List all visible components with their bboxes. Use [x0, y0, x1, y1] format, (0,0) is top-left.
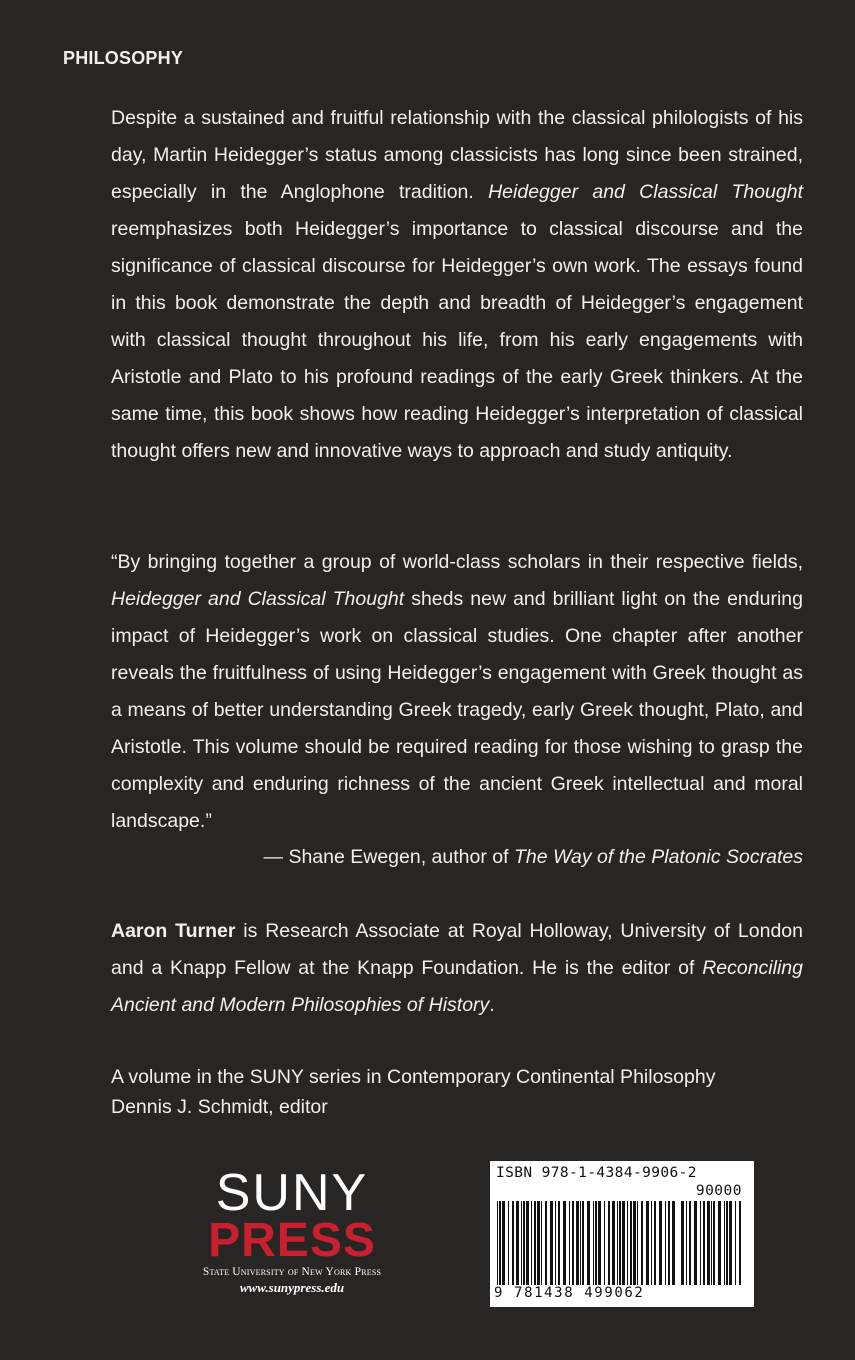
barcode-bar [641, 1201, 643, 1285]
attribution-prefix: — Shane Ewegen, author of [263, 846, 514, 868]
barcode-bar [668, 1201, 670, 1285]
attribution-book-title: The Way of the Platonic Socrates [513, 846, 803, 868]
barcode-bar [707, 1201, 710, 1285]
barcode-addon-bars-icon [680, 1201, 744, 1285]
author-name: Aaron Turner [111, 920, 236, 942]
series-note [111, 1062, 715, 1122]
endorsement-attribution [264, 839, 803, 876]
barcode-bar [665, 1201, 666, 1285]
barcode-bar [502, 1201, 505, 1285]
isbn-label: ISBN 978-1-4384-9906-2 [496, 1165, 697, 1181]
barcode-bar [630, 1201, 632, 1285]
author-bio-text: is Research Associate at Royal Holloway, University of London and a Knapp Fellow at the Knapp Foundation. He is the editor of [111, 920, 803, 979]
barcode-bar [604, 1201, 605, 1285]
description-book-title: Heidegger and Classical Thought [488, 181, 803, 203]
barcode-bar [521, 1201, 522, 1285]
barcode-digits: 9 781438 499062 [494, 1285, 645, 1301]
barcode-bar [711, 1201, 712, 1285]
barcode-bar [512, 1201, 514, 1285]
publisher-logo [176, 1164, 408, 1296]
barcode-bar [593, 1201, 594, 1285]
author-bio-end: . [489, 994, 495, 1016]
logo-suny: SUNY [215, 1164, 369, 1222]
barcode-bar [516, 1201, 519, 1285]
barcode-bar [694, 1201, 697, 1285]
barcode-bar [523, 1201, 525, 1285]
barcode-bar [537, 1201, 540, 1285]
barcode-bar [545, 1201, 547, 1285]
endorsement-text-2: sheds new and brilliant light on the enduring impact of Heidegger’s work on classical studies. One chapter after another reveals the fruitfulness of using Heidegger’s engagement with Greek thought as a means of better understanding Greek tragedy, early Greek thought, Plato, and Aristotle. This volume should be required reading for those wishing to grasp the complexity and enduring richness of the ancient Greek intellectual and moral landscape.” [111, 588, 803, 832]
barcode-bar [555, 1201, 556, 1285]
barcode-bar [681, 1201, 684, 1285]
barcode-bar [633, 1201, 636, 1285]
barcode-bar [646, 1201, 649, 1285]
barcode-bar [726, 1201, 728, 1285]
barcode-bar [718, 1201, 721, 1285]
barcode-bar [659, 1201, 662, 1285]
barcode-bar [598, 1201, 601, 1285]
barcode-bar [563, 1201, 566, 1285]
barcode-bar [686, 1201, 687, 1285]
barcode-bar [541, 1201, 542, 1285]
barcode-bar [724, 1201, 725, 1285]
series-editor: Dennis J. Schmidt, editor [111, 1096, 328, 1118]
barcode-bar [637, 1201, 638, 1285]
price-code: 90000 [695, 1183, 742, 1199]
barcode-bar [534, 1201, 536, 1285]
barcode-bar [729, 1201, 732, 1285]
series-line: A volume in the SUNY series in Contemporary Continental Philosophy [111, 1066, 716, 1088]
barcode-bar [654, 1201, 656, 1285]
logo-press: PRESS [208, 1214, 376, 1267]
barcode-bars-icon [496, 1201, 676, 1285]
endorsement-book-title: Heidegger and Classical Thought [111, 588, 405, 610]
barcode-bar [612, 1201, 615, 1285]
barcode-bar [508, 1201, 509, 1285]
endorsement-text-1: “By bringing together a group of world-class scholars in their respective fields, [111, 551, 803, 573]
author-bio [111, 913, 803, 1024]
barcode-bar [497, 1201, 498, 1285]
description-text-2: reemphasizes both Heidegger’s importance to classical discourse and the significance of classical discourse for Heidegger’s own work. The essays found in this book demonstrate the depth and breadth of Heidegger’s engagement with classical thought throughout his life, from his early engagements with Aristotle and Plato to his profound readings of the early Greek thinkers. At the same time, this book shows how reading Heidegger’s interpretation of classical thought offers new and innovative ways to approach and study antiquity. [111, 218, 803, 462]
barcode-bar [595, 1201, 597, 1285]
publisher-full-name: State University of New York Press [202, 1266, 382, 1278]
barcode-bar [580, 1201, 581, 1285]
barcode-bar [651, 1201, 652, 1285]
barcode-bar [700, 1201, 701, 1285]
author-book-title: Reconciling Ancient and Modern Philosophies of History [111, 957, 803, 1016]
barcode-bar [617, 1201, 618, 1285]
barcode-bar [627, 1201, 628, 1285]
barcode-bar [550, 1201, 553, 1285]
description-text-1: Despite a sustained and fruitful relationship with the classical philologists of his day, Martin Heidegger’s status among classicists has long since been strained, especially in the Anglophone tradition. [111, 107, 803, 203]
barcode-bar [558, 1201, 560, 1285]
barcode-bar [576, 1201, 579, 1285]
barcode-bar [739, 1201, 741, 1285]
barcode-bar [531, 1201, 532, 1285]
barcode-bar [587, 1201, 590, 1285]
barcode-bar [735, 1201, 736, 1285]
barcode-bar [526, 1201, 529, 1285]
barcode-bar [572, 1201, 574, 1285]
barcode-bar [672, 1201, 675, 1285]
isbn-barcode [490, 1161, 754, 1307]
publisher-url: www.sunypress.edu [239, 1280, 345, 1295]
book-description [111, 100, 803, 470]
barcode-bar [569, 1201, 570, 1285]
barcode-bar [582, 1201, 584, 1285]
barcode-bar [499, 1201, 501, 1285]
barcode-bar [703, 1201, 705, 1285]
barcode-bar [622, 1201, 625, 1285]
endorsement-quote [111, 544, 803, 840]
barcode-bar [689, 1201, 691, 1285]
barcode-bar [608, 1201, 610, 1285]
barcode-bar [619, 1201, 621, 1285]
category-label: PHILOSOPHY [63, 48, 184, 68]
barcode-bar [713, 1201, 715, 1285]
